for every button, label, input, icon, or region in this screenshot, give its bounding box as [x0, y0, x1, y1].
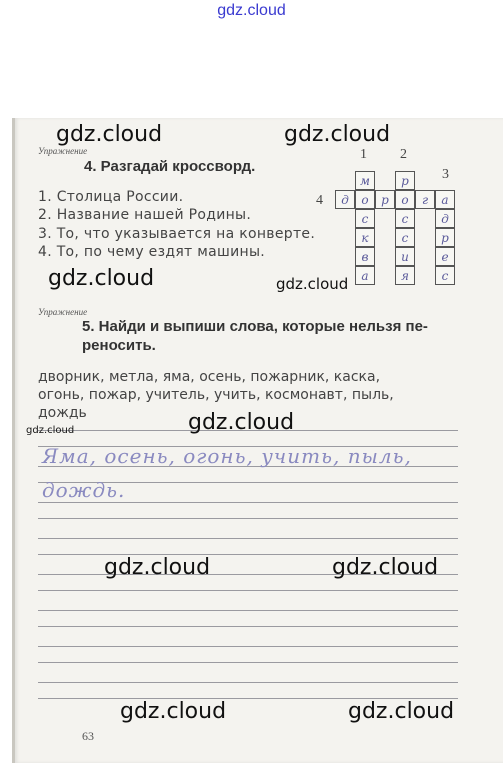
watermark: gdz.cloud: [120, 699, 227, 724]
crossword-number-4: 4: [316, 193, 323, 208]
ruled-line: [38, 538, 458, 539]
ruled-line: [38, 626, 458, 627]
clue-2: 2. Название нашей Родины.: [38, 207, 252, 223]
crossword-number-2: 2: [400, 147, 407, 162]
handwritten-answer-line-2: дождь.: [42, 478, 126, 502]
crossword-number-1: 1: [360, 147, 367, 162]
ruled-line: [38, 502, 458, 503]
crossword-cell: г: [415, 190, 435, 209]
watermark: gdz.cloud: [284, 122, 391, 147]
exercise-5-heading-line1: 5. Найди и выпиши слова, которые нельзя пе-: [82, 318, 428, 335]
crossword-cell: д: [335, 190, 355, 209]
ruled-line: [38, 590, 458, 591]
crossword-cell: р: [395, 171, 415, 190]
word-list-line-2: огонь, пожар, учитель, учить, космонавт, пыль,: [38, 387, 394, 403]
clue-4: 4. То, по чему ездят машины.: [38, 244, 266, 260]
watermark: gdz.cloud: [26, 425, 75, 436]
crossword-cell: с: [395, 209, 415, 228]
watermark: gdz.cloud: [104, 555, 211, 580]
crossword-cell: а: [435, 190, 455, 209]
handwritten-answer-line-1: Яма, осень, огонь, учить, пыль,: [42, 444, 412, 468]
crossword-cell: е: [435, 247, 455, 266]
ruled-line: [38, 646, 458, 647]
word-list-line-1: дворник, метла, яма, осень, пожарник, каска,: [38, 369, 381, 385]
exercise-5-label: Упражнение: [38, 307, 88, 317]
top-watermark: gdz.cloud: [217, 2, 286, 19]
ruled-line: [38, 610, 458, 611]
crossword-cell: а: [355, 266, 375, 285]
crossword-cell: и: [395, 247, 415, 266]
crossword-cell: р: [375, 190, 395, 209]
crossword-cell: о: [355, 190, 375, 209]
exercise-5-heading-line2: реносить.: [82, 337, 156, 354]
watermark: gdz.cloud: [56, 122, 163, 147]
ruled-line: [38, 682, 458, 683]
ruled-line: [38, 518, 458, 519]
crossword-cell: р: [435, 228, 455, 247]
watermark: gdz.cloud: [348, 699, 455, 724]
exercise-4-label: Упражнение: [38, 146, 88, 156]
crossword-cell: в: [355, 247, 375, 266]
crossword-number-3: 3: [442, 167, 449, 182]
crossword-cell: с: [395, 228, 415, 247]
page-number: 63: [82, 729, 94, 743]
crossword-cell: о: [395, 190, 415, 209]
clue-1: 1. Столица России.: [38, 189, 184, 205]
crossword-cell: д: [435, 209, 455, 228]
ruled-line: [38, 662, 458, 663]
watermark: gdz.cloud: [48, 266, 155, 291]
crossword-cell: я: [395, 266, 415, 285]
crossword-cell: м: [355, 171, 375, 190]
clue-3: 3. То, что указывается на конверте.: [38, 226, 316, 242]
crossword-cell: с: [355, 209, 375, 228]
watermark: gdz.cloud: [332, 555, 439, 580]
crossword-cell: с: [435, 266, 455, 285]
watermark: gdz.cloud: [188, 410, 295, 435]
exercise-4-heading: 4. Разгадай кроссворд.: [84, 158, 256, 175]
crossword-cell: к: [355, 228, 375, 247]
watermark: gdz.cloud: [276, 275, 349, 293]
word-list-line-3: дождь: [38, 405, 87, 421]
